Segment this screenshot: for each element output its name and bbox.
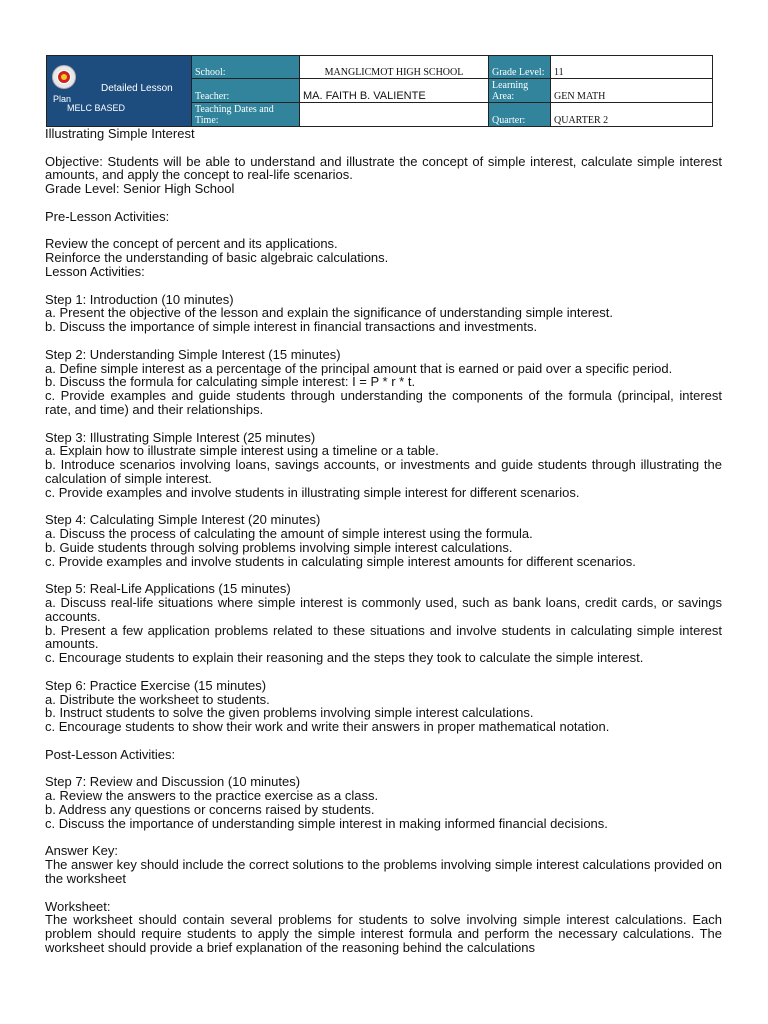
step-6-item: c. Encourage students to show their work and write their answers in proper mathematical notation. bbox=[45, 719, 610, 735]
step-4-heading: Step 4: Calculating Simple Interest (20 minutes) bbox=[45, 512, 321, 528]
logo-melc: MELC BASED bbox=[67, 103, 126, 113]
step-5-item: a. Discuss real-life situations where simple interest is commonly used, such as bank loans, credit cards, or savings accounts. bbox=[45, 595, 722, 624]
header-logo-block bbox=[47, 56, 192, 127]
step-4-item: c. Provide examples and involve students in calculating simple interest amounts for different scenarios. bbox=[45, 553, 636, 569]
answer-key-text: The answer key should include the correct solutions to the problems involving simple interest calculations provided on the worksheet bbox=[45, 857, 722, 887]
step-2-item: c. Provide examples and guide students through understanding the components of the formula (principal, interest rate, and time) and their relationships. bbox=[45, 388, 722, 417]
step-5-heading: Step 5: Real-Life Applications (15 minutes) bbox=[45, 581, 291, 597]
grade-level-text: Grade Level: Senior High School bbox=[45, 181, 235, 197]
step-6-item: b. Instruct students to solve the given problems involving simple interest calculations. bbox=[45, 705, 534, 721]
lesson-title: Illustrating Simple Interest bbox=[45, 126, 195, 141]
teacher-value: MA. FAITH B. VALIENTE bbox=[300, 79, 489, 103]
step-7-item: a. Review the answers to the practice exercise as a class. bbox=[45, 788, 379, 804]
step-2-item: b. Discuss the formula for calculating simple interest: I = P * r * t. bbox=[45, 374, 416, 390]
step-4-item: a. Discuss the process of calculating the amount of simple interest using the formula. bbox=[45, 526, 533, 542]
grade-label: Grade Level: bbox=[489, 56, 551, 79]
step-3-item: a. Explain how to illustrate simple interest using a timeline or a table. bbox=[45, 443, 439, 459]
pre-lesson-heading: Pre-Lesson Activities: bbox=[45, 208, 170, 224]
step-5-item: b. Present a few application problems related to these situations and involve students in calculating simple interest amounts. bbox=[45, 622, 722, 652]
lesson-activities-heading: Lesson Activities: bbox=[45, 263, 145, 279]
step-3-item: c. Provide examples and involve students in illustrating simple interest for different scenarios. bbox=[45, 484, 580, 500]
answer-key-heading: Answer Key: bbox=[45, 843, 118, 859]
dates-value bbox=[300, 103, 489, 127]
step-1-item: a. Present the objective of the lesson and explain the significance of understanding simple interest. bbox=[45, 305, 614, 321]
step-1-item: b. Discuss the importance of simple interest in financial transactions and investments. bbox=[45, 319, 538, 335]
step-6-heading: Step 6: Practice Exercise (15 minutes) bbox=[45, 677, 267, 693]
step-7-item: c. Discuss the importance of understanding simple interest in making informed financial decisions. bbox=[45, 815, 608, 831]
step-5-item: c. Encourage students to explain their reasoning and the steps they took to calculate the simple interest. bbox=[45, 650, 644, 666]
step-3-item: b. Introduce scenarios involving loans, savings accounts, or investments and guide students through illustrating the calculation of simple interest. bbox=[45, 457, 722, 486]
step-1-heading: Step 1: Introduction (10 minutes) bbox=[45, 291, 234, 307]
step-3-heading: Step 3: Illustrating Simple Interest (25 minutes) bbox=[45, 429, 316, 445]
school-value: MANGLICMOT HIGH SCHOOL bbox=[300, 56, 489, 79]
learning-area-label: Learning Area: bbox=[489, 79, 551, 103]
step-7-item: b. Address any questions or concerns raised by students. bbox=[45, 802, 375, 818]
teacher-label: Teacher: bbox=[192, 79, 300, 103]
logo-title: Detailed Lesson bbox=[101, 83, 173, 94]
lesson-plan-header-table bbox=[46, 55, 713, 127]
pre-lesson-item: Reinforce the understanding of basic algebraic calculations. bbox=[45, 250, 389, 266]
post-lesson-heading: Post-Lesson Activities: bbox=[45, 746, 176, 762]
step-2-heading: Step 2: Understanding Simple Interest (15 minutes) bbox=[45, 346, 341, 362]
quarter-label: Quarter: bbox=[489, 103, 551, 127]
worksheet-heading: Worksheet: bbox=[45, 898, 111, 914]
learning-area-value: GEN MATH bbox=[551, 79, 713, 103]
school-label: School: bbox=[192, 56, 300, 79]
step-7-heading: Step 7: Review and Discussion (10 minutes) bbox=[45, 774, 301, 790]
step-6-item: a. Distribute the worksheet to students. bbox=[45, 691, 270, 707]
quarter-value: QUARTER 2 bbox=[551, 103, 713, 127]
worksheet-text: The worksheet should contain several problems for students to solve involving simple interest calculations. Each problem should require students to apply the simple interest formula and perform the necessary calculations. The worksheet should provide a brief explanation of the reasoning behind the calculations bbox=[45, 912, 722, 956]
step-2-item: a. Define simple interest as a percentage of the principal amount that is earned or paid over a specific period. bbox=[45, 360, 673, 376]
grade-value: 11 bbox=[551, 56, 713, 79]
pre-lesson-item: Review the concept of percent and its applications. bbox=[45, 236, 338, 252]
step-4-item: b. Guide students through solving problems involving simple interest calculations. bbox=[45, 539, 513, 555]
dates-label: Teaching Dates and Time: bbox=[192, 103, 300, 127]
lesson-body bbox=[45, 127, 722, 955]
deped-seal-icon bbox=[52, 65, 76, 89]
objective-text: Objective: Students will be able to understand and illustrate the concept of simple interest, calculate simple interest amounts, and apply the concept to real-life scenarios. bbox=[45, 153, 722, 183]
logo-plan: Plan bbox=[53, 94, 72, 104]
